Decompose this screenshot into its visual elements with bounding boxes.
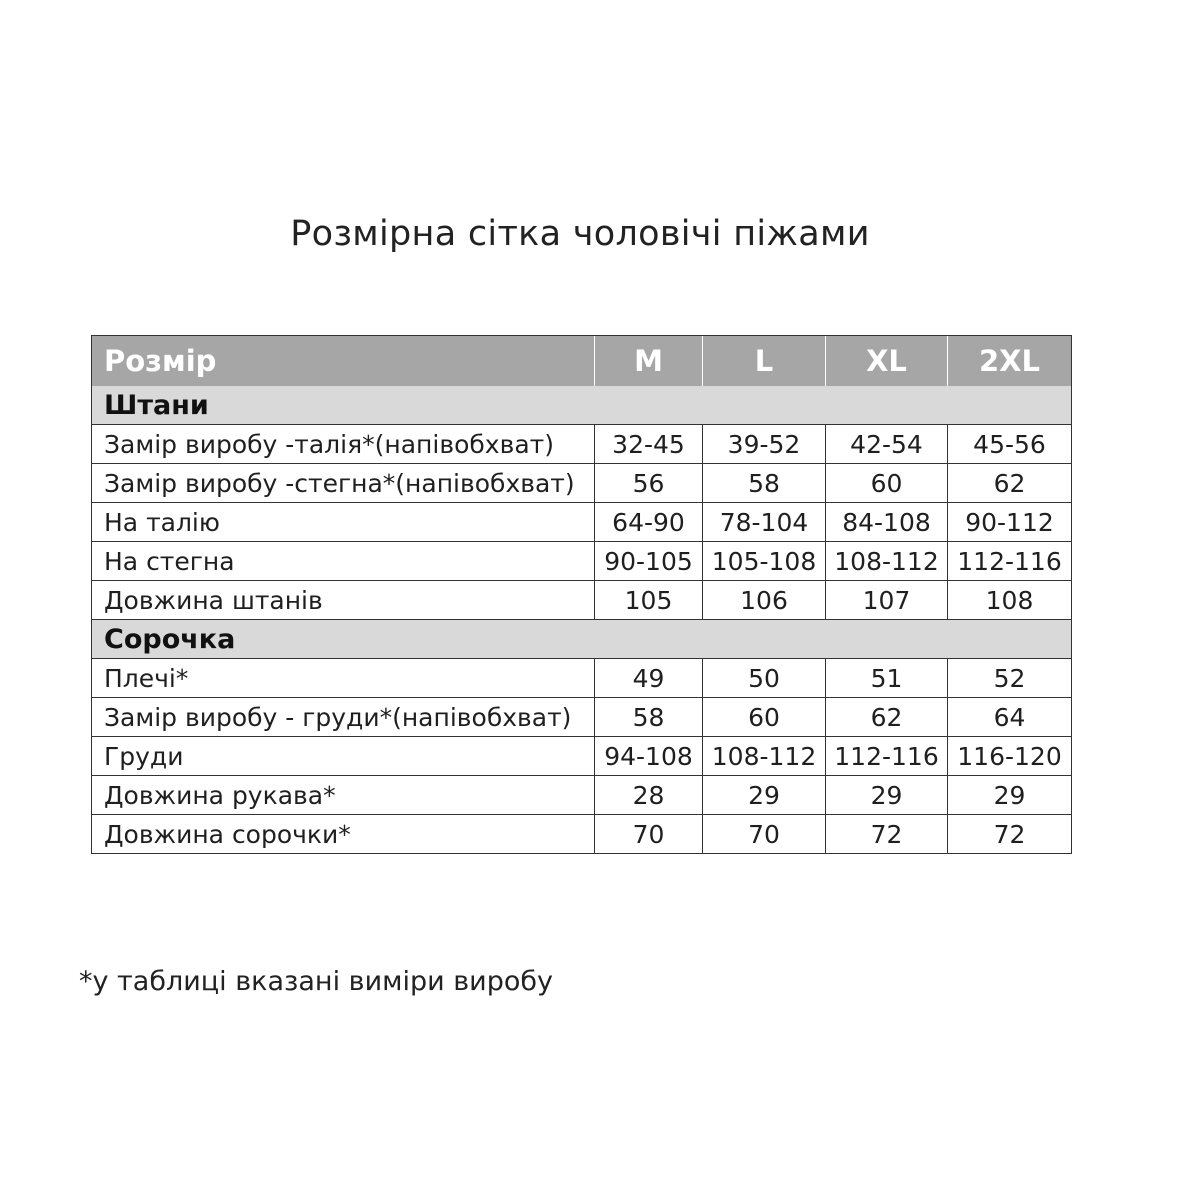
- cell-value: 45-56: [948, 425, 1072, 464]
- cell-value: 78-104: [703, 503, 826, 542]
- cell-value: 60: [703, 698, 826, 737]
- cell-value: 72: [826, 815, 948, 854]
- header-size-label: Розмір: [92, 336, 595, 387]
- row-label: Замір виробу -талія*(напівобхват): [92, 425, 595, 464]
- row-label: Довжина штанів: [92, 581, 595, 620]
- cell-value: 84-108: [826, 503, 948, 542]
- section-title-shirt: Сорочка: [92, 620, 1072, 659]
- header-size-m: M: [595, 336, 703, 387]
- table-row: [92, 581, 1072, 620]
- cell-value: 64: [948, 698, 1072, 737]
- cell-value: 70: [595, 815, 703, 854]
- cell-value: 106: [703, 581, 826, 620]
- section-row-shirt: [92, 620, 1072, 659]
- header-size-2xl: 2XL: [948, 336, 1072, 387]
- row-label: На стегна: [92, 542, 595, 581]
- cell-value: 29: [703, 776, 826, 815]
- cell-value: 105: [595, 581, 703, 620]
- size-chart-table: [91, 335, 1072, 854]
- table-header-row: [92, 336, 1072, 387]
- row-label: На талію: [92, 503, 595, 542]
- cell-value: 108-112: [703, 737, 826, 776]
- cell-value: 58: [703, 464, 826, 503]
- row-label: Замір виробу -стегна*(напівобхват): [92, 464, 595, 503]
- cell-value: 94-108: [595, 737, 703, 776]
- cell-value: 116-120: [948, 737, 1072, 776]
- cell-value: 42-54: [826, 425, 948, 464]
- cell-value: 60: [826, 464, 948, 503]
- section-row-pants: [92, 386, 1072, 425]
- cell-value: 70: [703, 815, 826, 854]
- cell-value: 58: [595, 698, 703, 737]
- cell-value: 112-116: [948, 542, 1072, 581]
- table-row: [92, 698, 1072, 737]
- cell-value: 49: [595, 659, 703, 698]
- cell-value: 105-108: [703, 542, 826, 581]
- row-label: Груди: [92, 737, 595, 776]
- cell-value: 108-112: [826, 542, 948, 581]
- row-label: Замір виробу - груди*(напівобхват): [92, 698, 595, 737]
- cell-value: 108: [948, 581, 1072, 620]
- footnote: *у таблиці вказані виміри виробу: [79, 966, 554, 997]
- page-title: Розмірна сітка чоловічі піжами: [290, 214, 870, 254]
- row-label: Плечі*: [92, 659, 595, 698]
- table-row: [92, 659, 1072, 698]
- cell-value: 29: [826, 776, 948, 815]
- cell-value: 112-116: [826, 737, 948, 776]
- cell-value: 29: [948, 776, 1072, 815]
- header-size-l: L: [703, 336, 826, 387]
- cell-value: 62: [948, 464, 1072, 503]
- table-row: [92, 503, 1072, 542]
- header-size-xl: XL: [826, 336, 948, 387]
- table-row: [92, 776, 1072, 815]
- cell-value: 39-52: [703, 425, 826, 464]
- cell-value: 72: [948, 815, 1072, 854]
- table-row: [92, 425, 1072, 464]
- table-row: [92, 464, 1072, 503]
- cell-value: 107: [826, 581, 948, 620]
- table-row: [92, 737, 1072, 776]
- row-label: Довжина сорочки*: [92, 815, 595, 854]
- cell-value: 62: [826, 698, 948, 737]
- cell-value: 51: [826, 659, 948, 698]
- table-row: [92, 542, 1072, 581]
- cell-value: 32-45: [595, 425, 703, 464]
- section-title-pants: Штани: [92, 386, 1072, 425]
- cell-value: 50: [703, 659, 826, 698]
- row-label: Довжина рукава*: [92, 776, 595, 815]
- cell-value: 52: [948, 659, 1072, 698]
- cell-value: 90-112: [948, 503, 1072, 542]
- cell-value: 56: [595, 464, 703, 503]
- cell-value: 64-90: [595, 503, 703, 542]
- table-row: [92, 815, 1072, 854]
- cell-value: 28: [595, 776, 703, 815]
- cell-value: 90-105: [595, 542, 703, 581]
